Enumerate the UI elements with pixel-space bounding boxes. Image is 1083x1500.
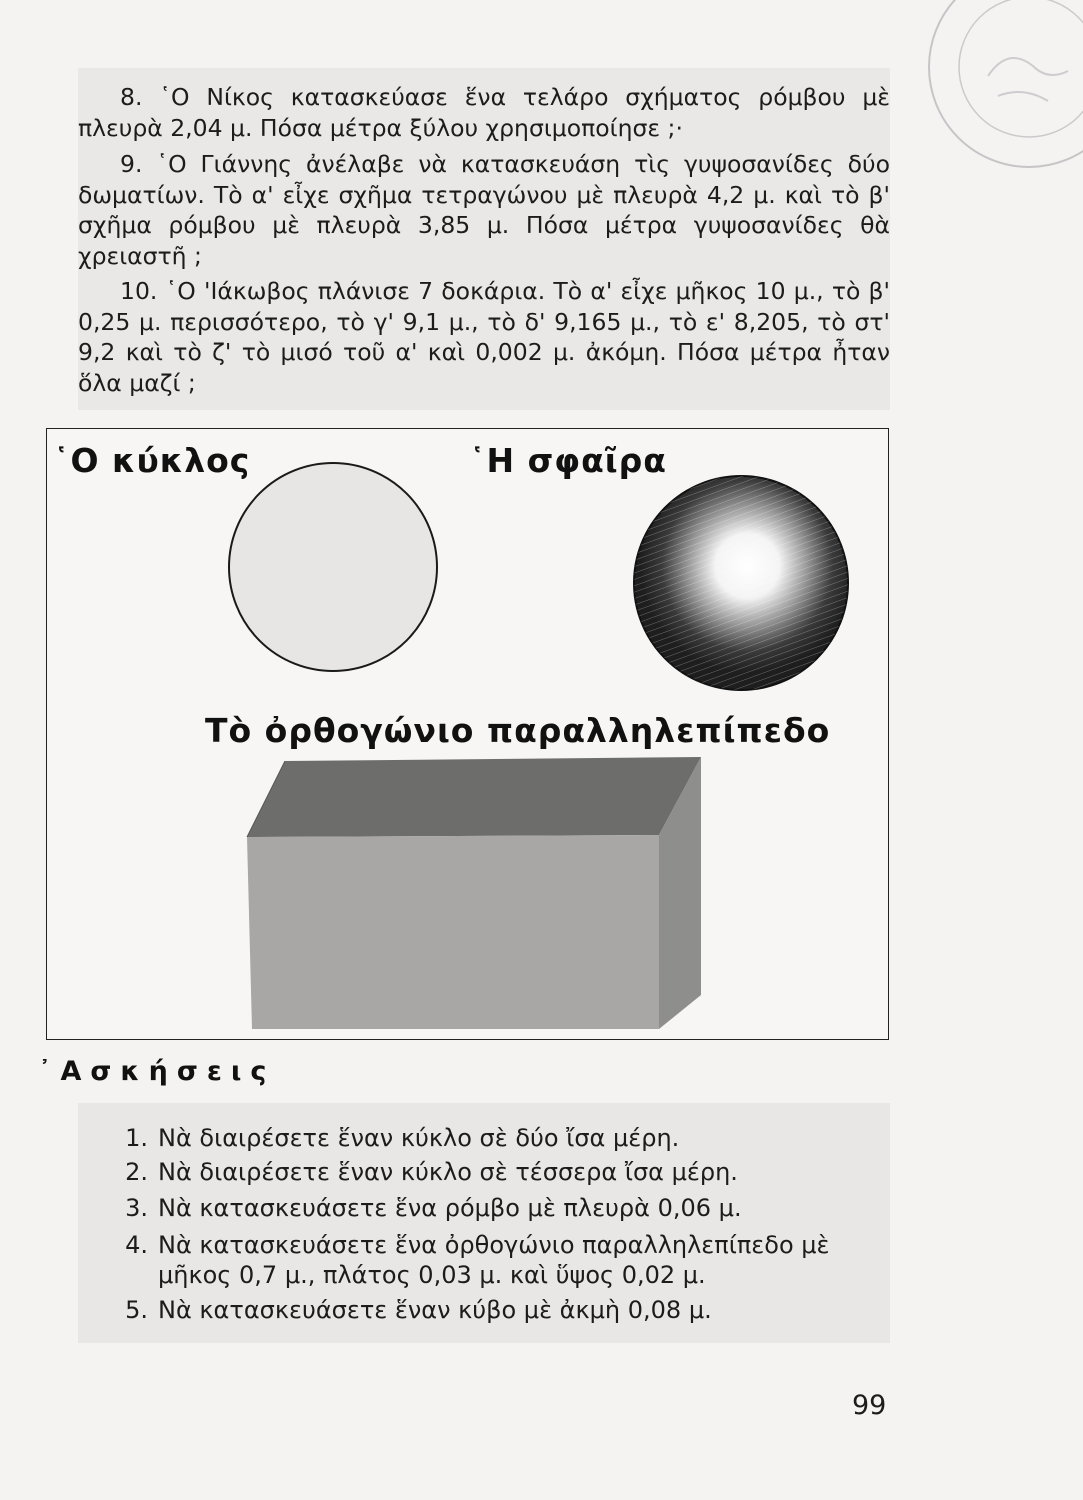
exercise-text: Νὰ διαιρέσετε ἕναν κύκλο σὲ τέσσερα ἴσα μέρη.: [158, 1158, 738, 1186]
word-problems-box: [78, 68, 890, 410]
exercise-number: 2.: [125, 1158, 148, 1186]
sphere-shape: [634, 476, 848, 690]
exercise-text: Νὰ κατασκευάσετε ἕναν κύβο μὲ ἀκμὴ 0,08 μ.: [158, 1296, 712, 1324]
geometry-figure: [46, 428, 889, 1040]
problem-8: [78, 82, 890, 143]
exercise-number: 4.: [125, 1231, 148, 1259]
problem-text: 9. ῾Ο Γιάννης ἀνέλαβε νὰ κατασκευάση τὶς γυψοσανίδες δύο δωματίων. Τὸ α' εἶχε σχῆμα τετραγώνου μὲ πλευρὰ 4,2 μ. καὶ τὸ β' σχῆμα ρόμβου μὲ πλευρὰ 3,85 μ. Πόσα μέτρα γυψοσανίδες θὰ χρειαστῆ ;: [78, 150, 890, 270]
problem-text: 10. ῾Ο 'Ιάκωβος πλάνισε 7 δοκάρια. Τὸ α' εἶχε μῆκος 10 μ., τὸ β' 0,25 μ. περισσότερο, τὸ γ' 9,1 μ., τὸ δ' 9,165 μ., τὸ ε' 8,205, τὸ στ' 9,2 καὶ τὸ ζ' τὸ μισό τοῦ α' καὶ 0,002 μ. ἀκόμη. Πόσα μέτρα ἦταν ὅλα μαζί ;: [78, 277, 890, 397]
box-label: Τὸ ὀρθογώνιο παραλληλεπίπεδο: [205, 711, 831, 750]
exercise-number: 5.: [125, 1296, 148, 1324]
exercises-box: [78, 1103, 890, 1343]
problem-text: 8. ῾Ο Νίκος κατασκεύασε ἕνα τελάρο σχήματος ρόμβου μὲ πλευρὰ 2,04 μ. Πόσα μέτρα ξύλου χρησιμοποίησε ;·: [78, 83, 890, 142]
circle-shape: [229, 463, 437, 671]
sphere-label: ῾Η σφαῖρα: [469, 441, 667, 480]
problem-10: [78, 276, 890, 398]
exercise-text: Νὰ κατασκευάσετε ἕνα ὀρθογώνιο παραλληλεπίπεδο μὲ μῆκος 0,7 μ., πλάτος 0,03 μ. καὶ ὕψος 0,02 μ.: [158, 1231, 830, 1289]
problem-9: [78, 149, 890, 271]
exercise-number: 3.: [125, 1194, 148, 1222]
exercise-text: Νὰ διαιρέσετε ἕναν κύκλο σὲ δύο ἴσα μέρη.: [158, 1124, 680, 1152]
library-stamp: [918, 0, 1083, 178]
exercises-heading: ᾿Ασκήσεις: [38, 1056, 276, 1087]
box-shape: [247, 757, 701, 1029]
page-number: 99: [852, 1390, 887, 1421]
exercise-number: 1.: [125, 1124, 148, 1152]
circle-label: ῾Ο κύκλος: [53, 441, 251, 480]
exercise-text: Νὰ κατασκευάσετε ἕνα ρόμβο μὲ πλευρὰ 0,06 μ.: [158, 1194, 742, 1222]
